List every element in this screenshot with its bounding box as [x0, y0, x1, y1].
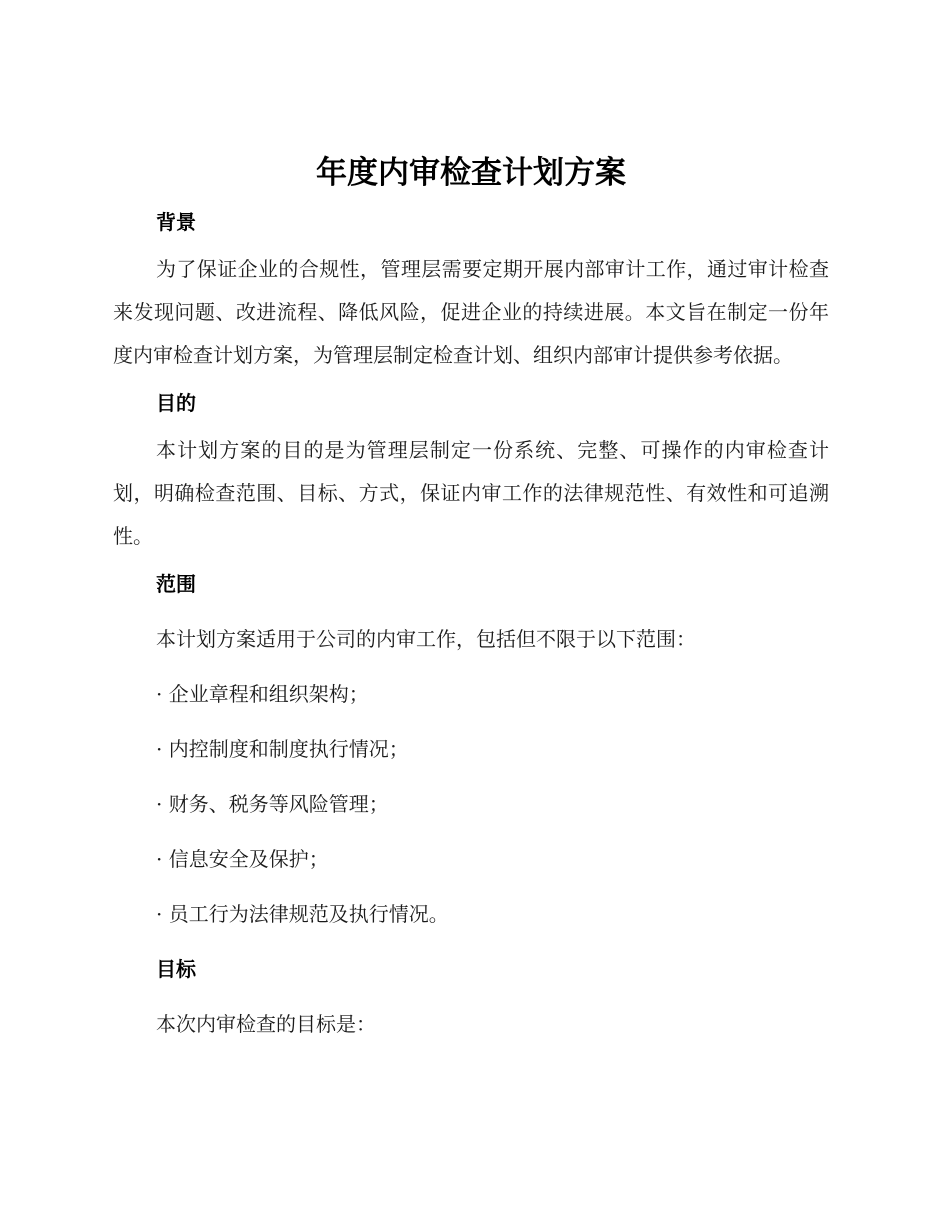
section-heading-purpose: 目的 — [156, 391, 196, 415]
purpose-paragraph: 本计划方案的目的是为管理层制定一份系统、完整、可操作的内审检查计划，明确检查范围、目标、方式，保证内审工作的法律规范性、有效性和可追溯性。 — [113, 438, 829, 548]
section-heading-scope: 范围 — [156, 572, 196, 596]
section-heading-background: 背景 — [156, 210, 196, 234]
scope-list-item: · 财务、税务等风险管理； — [156, 792, 389, 816]
scope-intro: 本计划方案适用于公司的内审工作，包括但不限于以下范围： — [156, 627, 696, 651]
scope-list-item: · 信息安全及保护； — [156, 847, 329, 871]
document-title: 年度内审检查计划方案 — [316, 155, 626, 191]
section-heading-goals: 目标 — [156, 957, 196, 981]
goals-intro: 本次内审检查的目标是： — [156, 1012, 376, 1036]
scope-list-item: · 员工行为法律规范及执行情况。 — [156, 902, 449, 926]
scope-list-item: · 内控制度和制度执行情况； — [156, 737, 409, 761]
background-paragraph: 为了保证企业的合规性，管理层需要定期开展内部审计工作，通过审计检查来发现问题、改进流程、降低风险，促进企业的持续进展。本文旨在制定一份年度内审检查计划方案，为管理层制定检查计划、组织内部审计提供参考依据。 — [113, 257, 829, 367]
scope-list-item: · 企业章程和组织架构； — [156, 682, 369, 706]
document-page — [113, 150, 829, 1038]
